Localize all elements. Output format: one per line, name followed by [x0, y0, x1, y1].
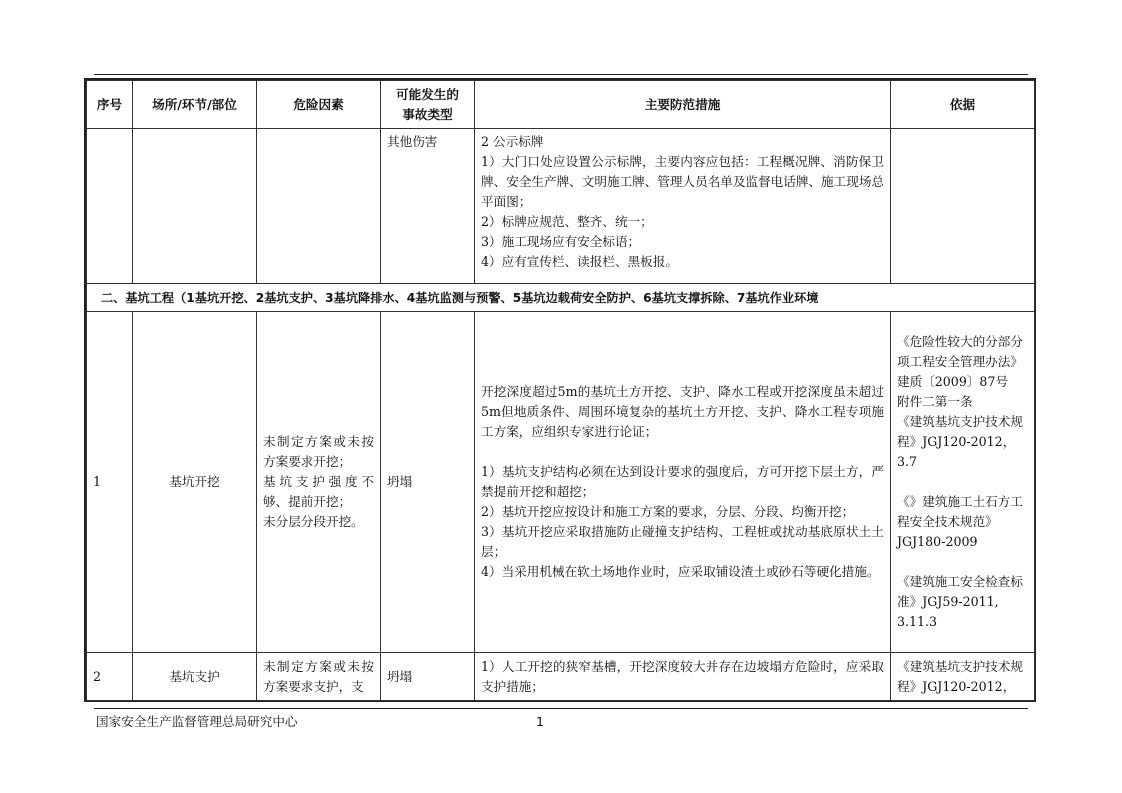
row1-basis: [891, 312, 1035, 653]
header-place: 场所/环节/部位: [133, 81, 257, 129]
row1-hazard-1: 未制定方案或未按方案要求开挖；: [263, 434, 374, 469]
header-rule: [94, 74, 1028, 75]
row1-measure-2: 2）基坑开挖应按设计和施工方案的要求，分层、分段、均衡开挖；: [481, 504, 855, 519]
section-row: [87, 284, 1035, 312]
header-accident: [381, 81, 475, 129]
row1-basis-2: 附件二第一条: [897, 394, 973, 409]
table-row: [87, 653, 1035, 701]
header-measures: 主要防范措施: [475, 81, 891, 129]
row1-measure-1: 1）基坑支护结构必须在达到设计要求的强度后，方可开挖下层土方，严禁提前开挖和超挖；: [481, 464, 884, 499]
footer-rule: [94, 708, 1028, 709]
row0-no: [87, 129, 133, 284]
header-row: [87, 81, 1035, 129]
row0-basis: [891, 129, 1035, 284]
row0-measures: [475, 129, 891, 284]
header-basis: 依据: [891, 81, 1035, 129]
row2-hazard-text: 未制定方案或未按方案要求支护，支: [263, 658, 374, 694]
row0-place: [133, 129, 257, 284]
row1-basis-5: 《建筑施工安全检查标准》JGJ59-2011, 3.11.3: [897, 574, 1023, 629]
row2-measures: [475, 653, 891, 701]
table-row: [87, 129, 1035, 284]
table-row: [87, 312, 1035, 653]
row1-basis-4: 《》建筑施工土石方工程安全技术规范》JGJ180-2009: [897, 494, 1023, 549]
row1-measure-4: 4）当采用机械在软土场地作业时，应采取铺设渣土或砂石等硬化措施。: [481, 564, 880, 579]
header-hazard: 危险因素: [257, 81, 381, 129]
row0-accident: 其他伤害: [381, 129, 475, 284]
row0-hazard: [257, 129, 381, 284]
row1-hazard-3: 未分层分段开挖。: [263, 514, 364, 529]
section-title: 二、基坑工程（1基坑开挖、2基坑支护、3基坑降排水、4基坑监测与预警、5基坑边载荷安全防护、6基坑支撑拆除、7基坑作业环境: [87, 284, 1035, 312]
row1-hazard-2: 基坑支护强度不够、提前开挖；: [263, 474, 374, 509]
header-accident-line-2: 事故类型: [402, 106, 453, 122]
row2-place: 基坑支护: [133, 653, 257, 701]
row2-no: 2: [87, 653, 133, 701]
row1-basis-gap-1: [897, 472, 1028, 492]
row1-hazards: [257, 312, 381, 653]
row0-measure-3: 3）施工现场应有安全标语；: [481, 234, 641, 249]
row0-measure-4: 4）应有宣传栏、读报栏、黑板报。: [481, 254, 678, 269]
header-no: 序号: [87, 81, 133, 129]
row1-measure-3: 3）基坑开挖应采取措施防止碰撞支护结构、工程桩或扰动基底原状土土层；: [481, 524, 884, 559]
page-number: 1: [536, 714, 545, 729]
hazard-table: [86, 80, 1035, 701]
row1-measure-intro: 开挖深度超过5m的基坑土方开挖、支护、降水工程或开挖深度虽未超过5m但地质条件、周围环境复杂的基坑土方开挖、支护、降水工程专项施工方案，应组织专家进行论证；: [481, 384, 884, 439]
row1-place: 基坑开挖: [133, 312, 257, 653]
row1-no: 1: [87, 312, 133, 653]
row2-hazards: [257, 653, 381, 701]
row0-measure-1: 1）大门口处应设置公示标牌，主要内容应包括：工程概况牌、消防保卫牌、安全生产牌、文明施工牌、管理人员名单及监督电话牌、施工现场总平面图；: [481, 154, 884, 209]
row0-measure-2: 2）标牌应规范、整齐、统一；: [481, 214, 653, 229]
footer-org: 国家安全生产监督管理总局研究中心: [96, 714, 298, 729]
row1-basis-1: 《危险性较大的分部分项工程安全管理办法》建质〔2009〕87号: [897, 334, 1023, 389]
row1-accident: 坍塌: [381, 312, 475, 653]
row1-measure-gap: [481, 442, 884, 462]
row2-measure-text: 1）人工开挖的狭窄基槽，开挖深度较大并存在边坡塌方危险时，应采取支护措施；: [481, 658, 884, 694]
header-accident-line-1: 可能发生的: [396, 86, 459, 102]
row0-measure-title: 2 公示标牌: [481, 134, 544, 149]
row2-basis: [891, 653, 1035, 701]
row2-basis-text: 《建筑基坑支护技术规程》JGJ120-2012，: [897, 658, 1023, 694]
row2-accident: 坍塌: [381, 653, 475, 701]
row1-basis-gap-2: [897, 552, 1028, 572]
row1-basis-3: 《建筑基坑支护技术规程》JGJ120-2012，3.7: [897, 414, 1023, 469]
row1-measures: [475, 312, 891, 653]
